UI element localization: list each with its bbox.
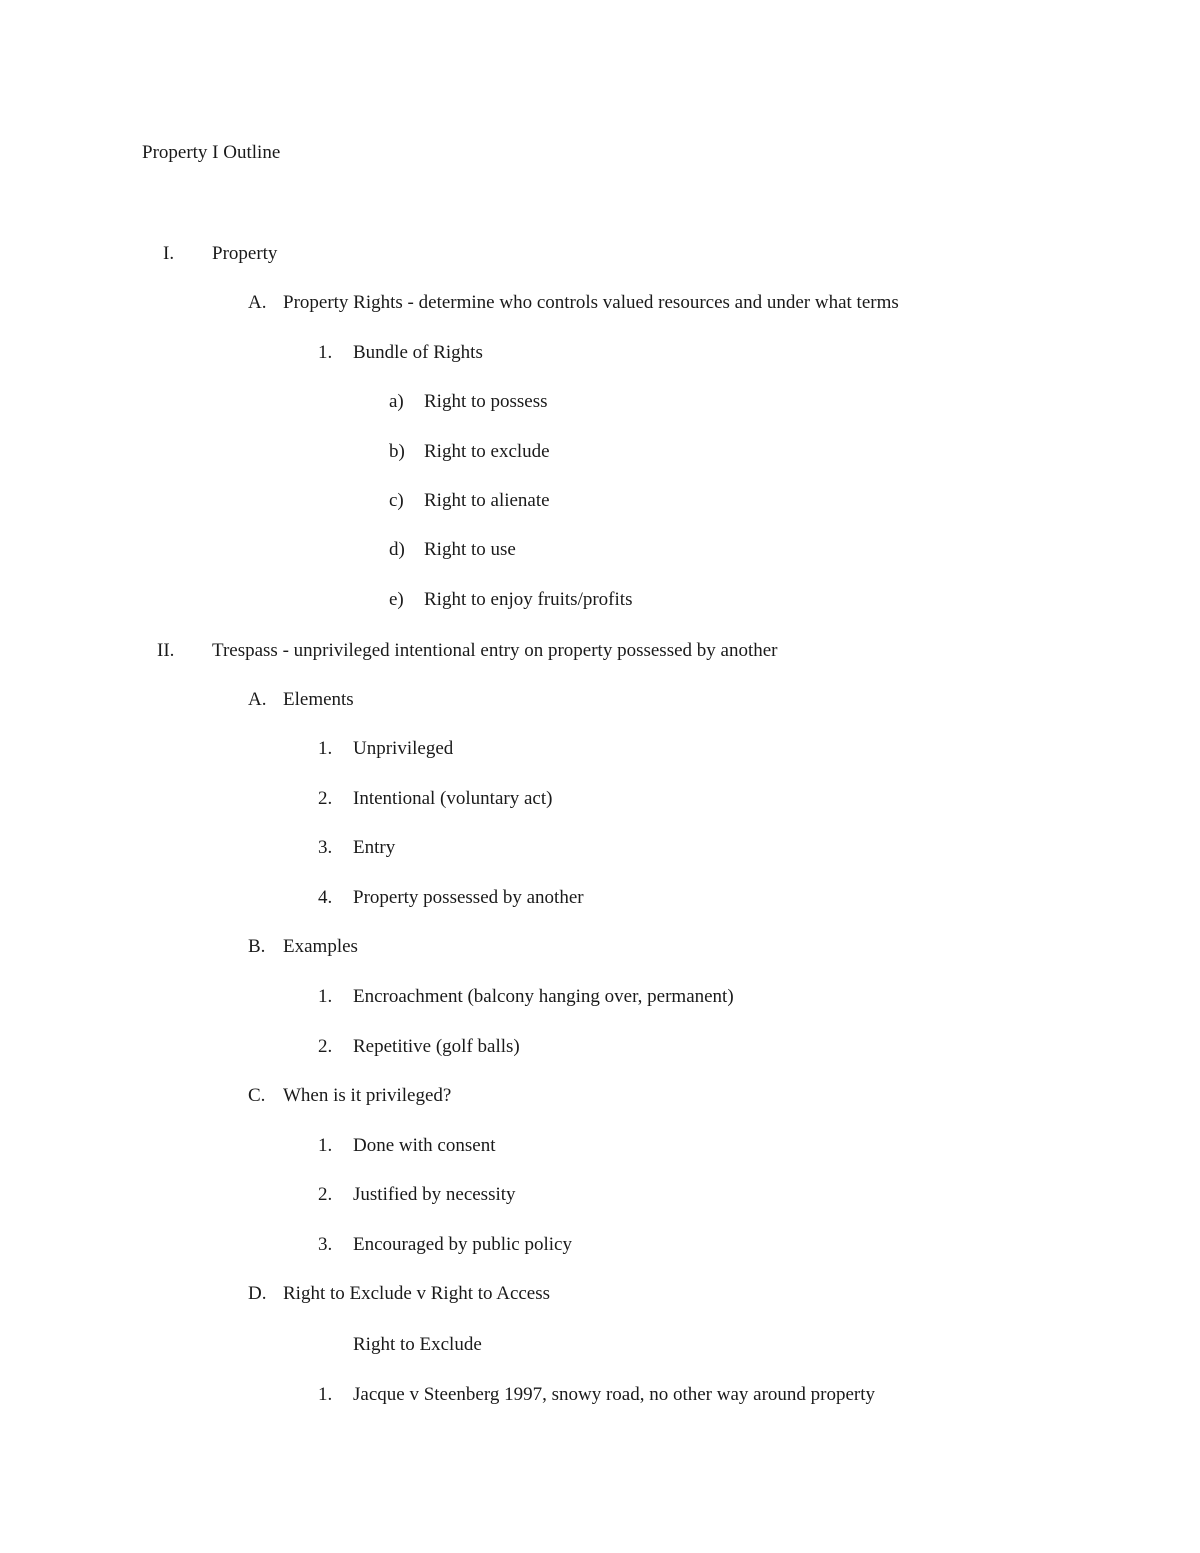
outline-text: Intentional (voluntary act) <box>353 788 553 809</box>
outline-text: Property <box>212 243 278 264</box>
outline-text: Elements <box>283 689 354 710</box>
outline-marker: 1. <box>318 342 333 363</box>
outline-marker: 2. <box>318 1184 333 1205</box>
outline-text: Jacque v Steenberg 1997, snowy road, no other way around property <box>353 1384 876 1405</box>
outline-text: Repetitive (golf balls) <box>353 1036 520 1057</box>
outline-marker: 1. <box>318 738 333 759</box>
outline-text: Right to use <box>424 539 516 560</box>
outline-marker: b) <box>389 441 405 462</box>
outline-text: Right to possess <box>424 391 548 412</box>
outline-marker: 3. <box>318 1234 333 1255</box>
outline-text: Property possessed by another <box>353 887 584 908</box>
outline-marker: c) <box>389 490 404 511</box>
outline-text: Encroachment (balcony hanging over, permanent) <box>353 986 734 1007</box>
outline-text: Right to enjoy fruits/profits <box>424 589 633 610</box>
outline-text: When is it privileged? <box>283 1085 452 1106</box>
outline-marker: 1. <box>318 986 333 1007</box>
outline-text: Done with consent <box>353 1135 496 1156</box>
outline-text: Justified by necessity <box>353 1184 516 1205</box>
outline-marker: A. <box>248 292 267 313</box>
outline-text: Right to exclude <box>424 441 550 462</box>
outline-text: Property Rights - determine who controls valued resources and under what terms <box>283 292 899 313</box>
outline-marker: B. <box>248 936 266 957</box>
outline-text: Examples <box>283 936 358 957</box>
outline-text: Encouraged by public policy <box>353 1234 572 1255</box>
outline-marker: e) <box>389 589 404 610</box>
outline-marker: 4. <box>318 887 333 908</box>
outline-marker: 1. <box>318 1135 333 1156</box>
outline-text: Right to alienate <box>424 490 550 511</box>
outline-marker: 2. <box>318 788 333 809</box>
outline-text: Entry <box>353 837 396 858</box>
outline-text: Trespass - unprivileged intentional entry on property possessed by another <box>212 640 778 661</box>
outline-marker: C. <box>248 1085 266 1106</box>
outline-marker: A. <box>248 689 267 710</box>
outline-marker: I. <box>163 243 175 264</box>
outline-marker: 3. <box>318 837 333 858</box>
outline-marker: 1. <box>318 1384 333 1405</box>
outline-marker: 2. <box>318 1036 333 1057</box>
outline-marker: D. <box>248 1283 267 1304</box>
outline-text: Right to Exclude v Right to Access <box>283 1283 551 1304</box>
outline-text: Unprivileged <box>353 738 454 759</box>
outline-marker: d) <box>389 539 405 560</box>
outline-text: Right to Exclude <box>353 1334 482 1355</box>
outline-text: Bundle of Rights <box>353 342 483 363</box>
outline-marker: a) <box>389 391 404 412</box>
outline-marker: II. <box>157 640 175 661</box>
document-title: Property I Outline <box>142 142 281 163</box>
